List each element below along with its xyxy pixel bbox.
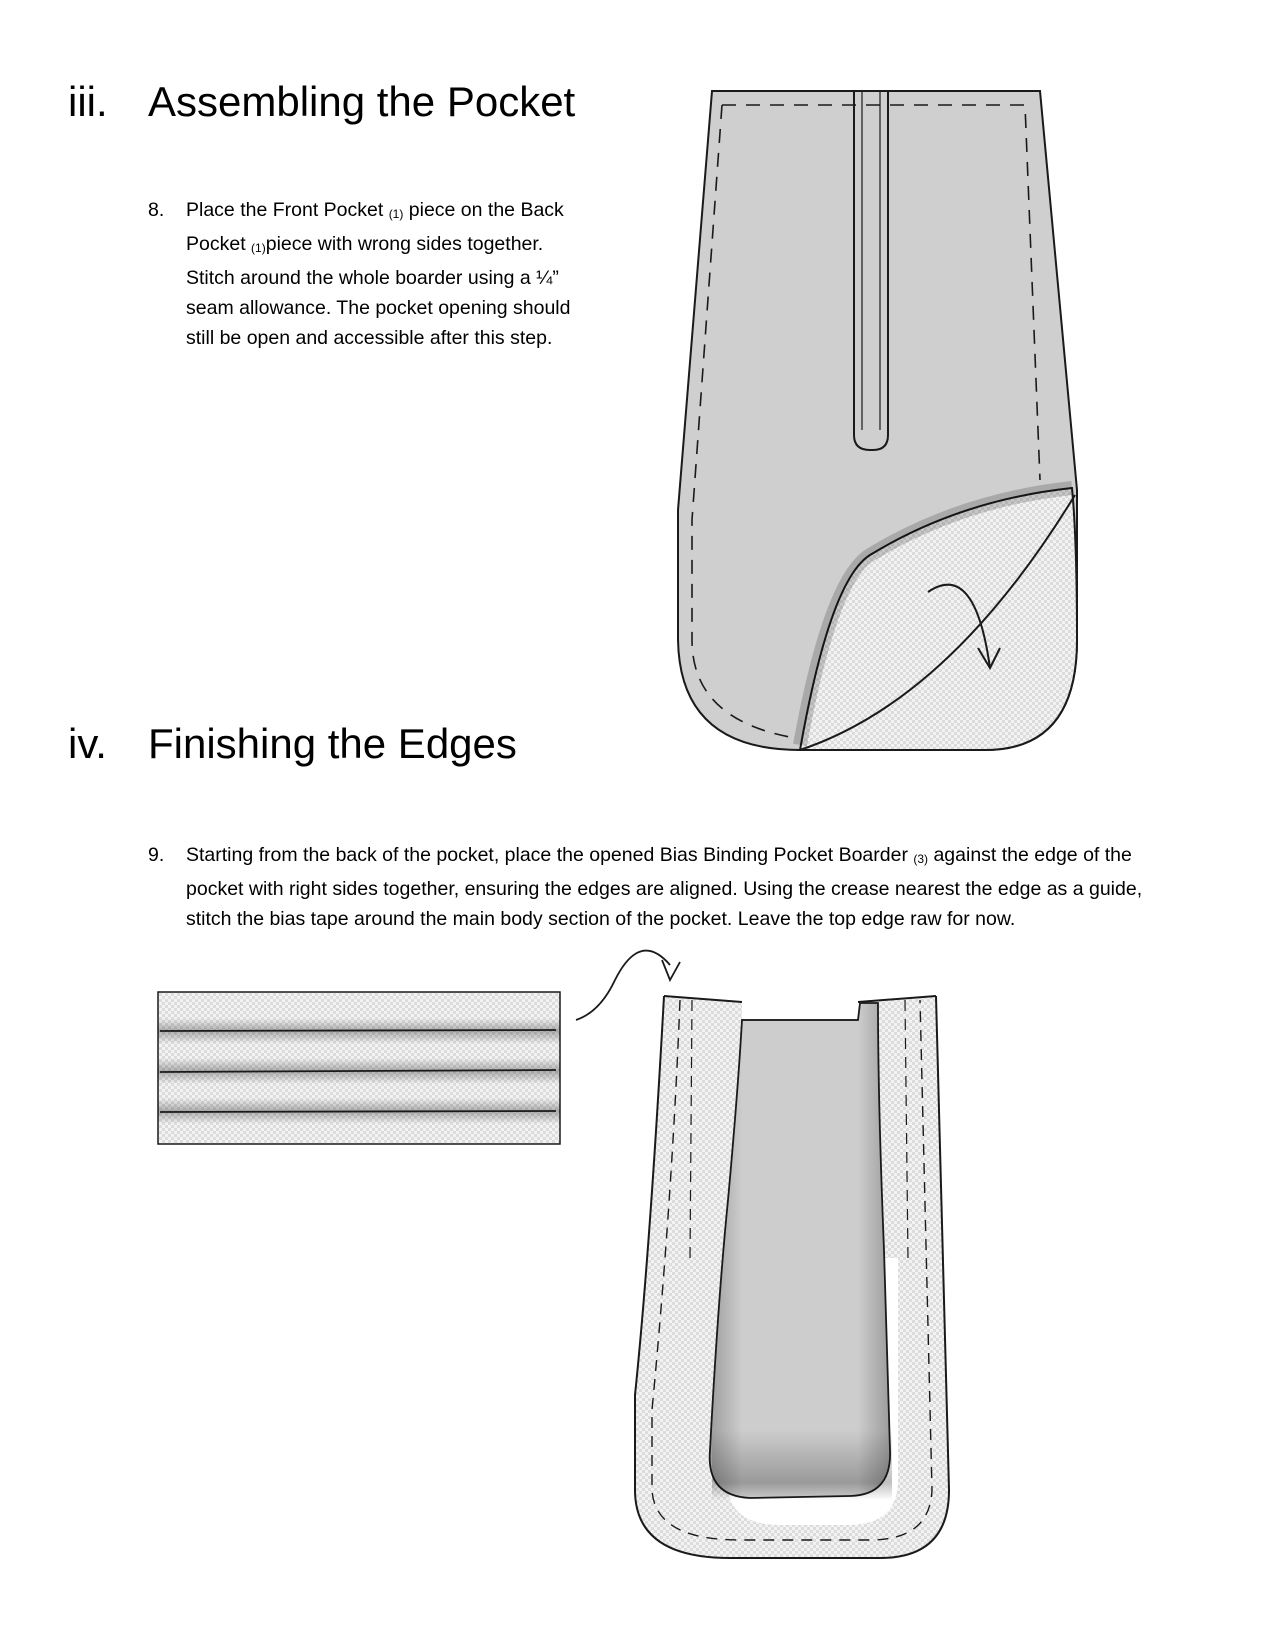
pocket-figure-2 <box>635 996 949 1558</box>
crease-line <box>160 1030 556 1031</box>
section-number: iii. <box>68 78 108 125</box>
section-title: Finishing the Edges <box>148 720 517 767</box>
piece-ref: (1) <box>388 207 404 221</box>
step-number: 9. <box>148 844 165 866</box>
step-text-part: piece with wrong sides together. Stitch around the whole boarder using a ¼” seam allowance. The pocket opening should still be open and accessible after this step. <box>186 233 571 349</box>
bias-binding-strip <box>158 992 560 1144</box>
step-text-part: against the edge of the pocket with right sides together, ensuring the edges are aligned. Using the crease nearest the edge as a guide, stitch the bias tape around the main body section of the pocket. Leave the top edge raw for now. <box>186 844 1143 930</box>
piece-ref: (3) <box>913 852 929 866</box>
step-number: 8. <box>148 199 165 221</box>
pocket-figure-1 <box>678 91 1077 750</box>
step-text-part: Place the Front Pocket <box>186 199 389 221</box>
piece-ref: (1) <box>251 241 266 255</box>
crease-line <box>160 1111 556 1112</box>
section-title: Assembling the Pocket <box>148 78 576 125</box>
step-text-part: piece on the Back Pocket <box>186 199 564 255</box>
step-text-part: Starting from the back of the pocket, place the opened Bias Binding Pocket Boarder <box>186 844 914 866</box>
section-number: iv. <box>68 720 107 767</box>
